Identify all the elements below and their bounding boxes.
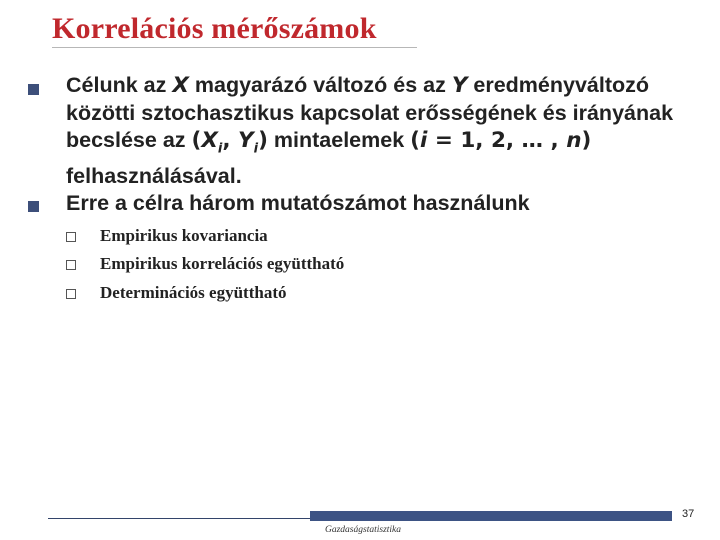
sub-bullet-box [66,289,76,299]
paragraph-line-3: becslése az ($X_i$, $Y_i$) mintaelemek (i = 1, 2, … , n) [66,128,592,157]
page-number: 37 [682,508,695,520]
sub-item-2: Empirikus korrelációs együttható [100,254,345,273]
paragraph-line-2: közötti sztochasztikus kapcsolat erősségének és irányának [66,100,674,125]
paragraph-line-4: felhasználásával. [66,163,242,188]
sub-bullet-box [66,260,76,270]
bullet-square [28,201,39,212]
title-underline [52,47,417,48]
sub-item-1: Empirikus kovariancia [100,226,268,245]
sub-item-3: Determinációs együttható [100,283,287,302]
footer-bar [310,511,672,521]
bullet-square [28,84,39,95]
math-x: X [172,73,189,98]
bullet-paragraph-1 [66,72,706,190]
sub-bullet-box [66,232,76,242]
footer-line [48,518,310,519]
footer-label: Gazdaságstatisztika [325,525,402,535]
bullet-paragraph-2: Erre a célra három mutatószámot használunk [66,191,530,215]
paragraph-line-1: Célunk az X magyarázó változó és az Y eredményváltozó [66,73,650,98]
math-y: Y [451,73,468,98]
slide-title: Korrelációs mérőszámok [52,12,377,45]
